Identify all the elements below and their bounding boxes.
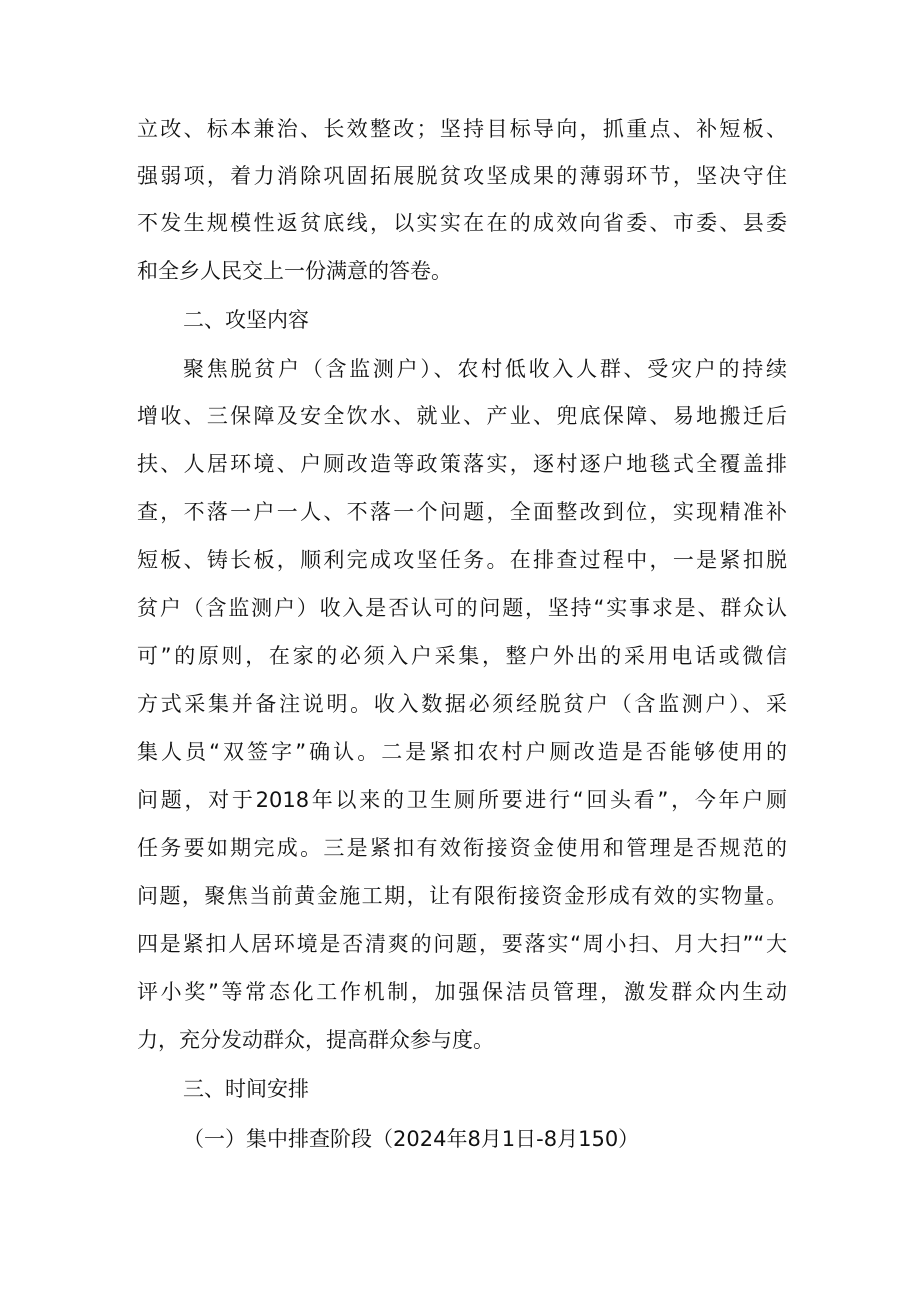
section-heading-schedule: 三、时间安排 — [183, 1077, 309, 1101]
paragraph-1-line-4: 和全乡人民交上一份满意的答卷。 — [137, 259, 452, 283]
paragraph-1-line-1: 立改、标本兼治、长效整改；坚持目标导向，抓重点、补短板、 — [137, 117, 787, 141]
subsection-heading-investigation-stage: （一）集中排查阶段（2024年8月1日-8月150） — [183, 1127, 640, 1151]
paragraph-1-line-2: 强弱项，着力消除巩固拓展脱贫攻坚成果的薄弱环节，坚决守住 — [137, 164, 787, 188]
paragraph-2-line-2: 增收、三保障及安全饮水、就业、产业、兜底保障、易地搬迁后 — [137, 404, 787, 428]
paragraph-2-line-7: 可”的原则，在家的必须入户采集，整户外出的采用电话或微信 — [137, 644, 787, 668]
paragraph-2-line-5: 短板、铸长板，顺利完成攻坚任务。在排查过程中，一是紧扣脱 — [137, 548, 787, 572]
paragraph-2-line-14: 评小奖”等常态化工作机制，加强保洁员管理，激发群众内生动 — [137, 980, 787, 1004]
paragraph-2-line-10: 问题，对于2018年以来的卫生厕所要进行“回头看”，今年户厕 — [137, 788, 787, 812]
paragraph-2-line-1: 聚焦脱贫户（含监测户）、农村低收入人群、受灾户的持续 — [183, 357, 787, 381]
paragraph-2-line-8: 方式采集并备注说明。收入数据必须经脱贫户（含监测户）、采 — [137, 692, 787, 716]
paragraph-2-line-9: 集人员“双签字”确认。二是紧扣农村户厕改造是否能够使用的 — [137, 740, 787, 764]
paragraph-2-line-12: 问题，聚焦当前黄金施工期，让有限衔接资金形成有效的实物量。 — [137, 884, 787, 908]
paragraph-2-line-6: 贫户（含监测户）收入是否认可的问题，坚持“实事求是、群众认 — [137, 596, 787, 620]
paragraph-2-line-4: 查，不落一户一人、不落一个问题，全面整改到位，实现精准补 — [137, 500, 787, 524]
paragraph-1-line-3: 不发生规模性返贫底线，以实实在在的成效向省委、市委、县委 — [137, 211, 787, 235]
paragraph-2-line-15: 力，充分发动群众，提高群众参与度。 — [137, 1028, 494, 1052]
paragraph-2-line-13: 四是紧扣人居环境是否清爽的问题，要落实“周小扫、月大扫”“大 — [137, 932, 787, 956]
paragraph-2-line-11: 任务要如期完成。三是紧扣有效衔接资金使用和管理是否规范的 — [137, 836, 787, 860]
paragraph-2-line-3: 扶、人居环境、户厕改造等政策落实，逐村逐户地毯式全覆盖排 — [137, 452, 787, 476]
section-heading-content: 二、攻坚内容 — [183, 308, 309, 332]
